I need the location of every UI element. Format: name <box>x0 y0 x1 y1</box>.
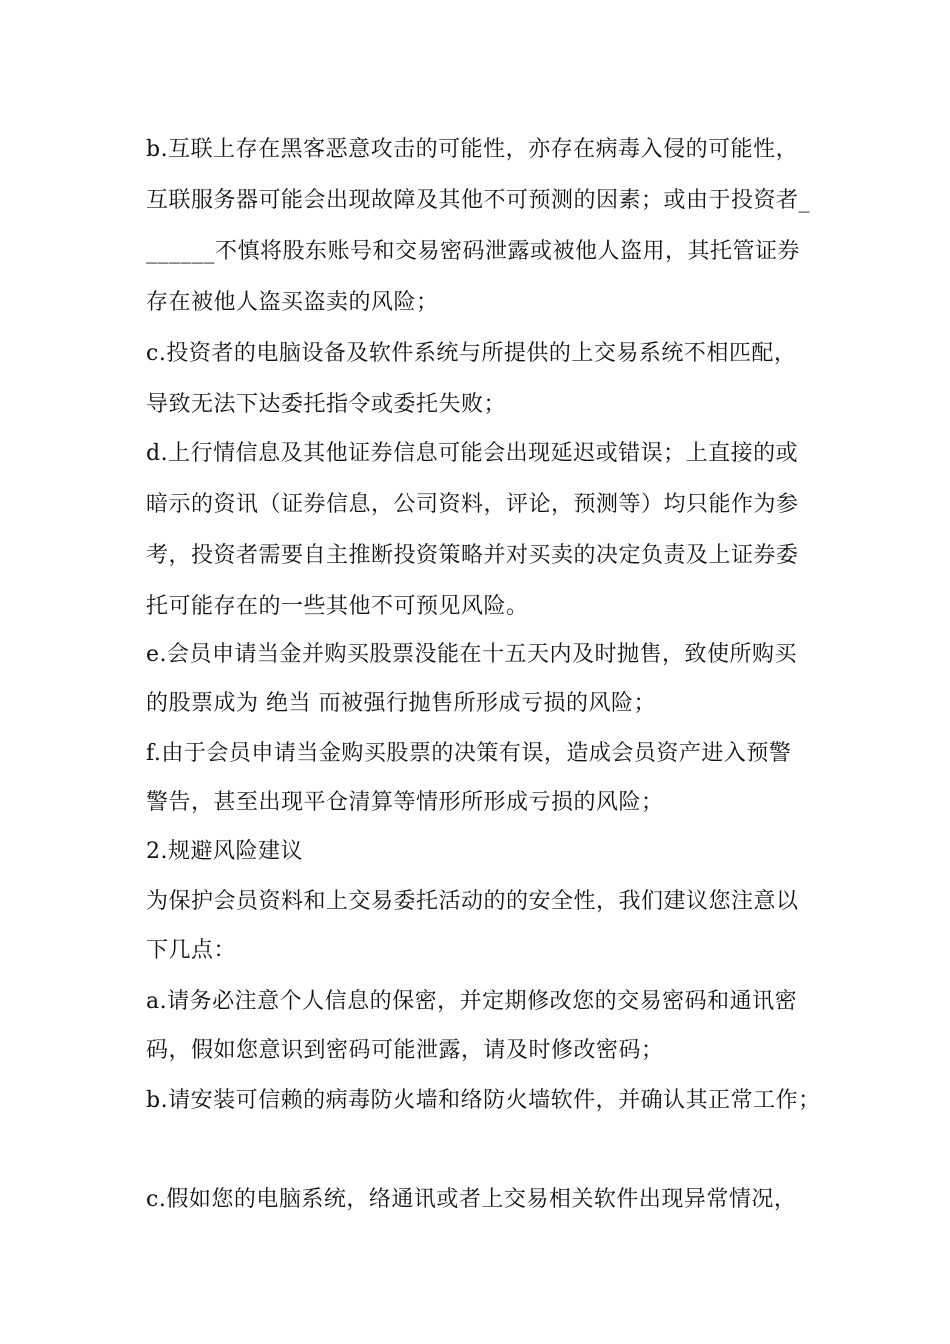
text-line: 下几点： <box>146 938 237 963</box>
text-line: d.上行情信息及其他证券信息可能会出现延迟或错误；上直接的或 <box>146 441 799 466</box>
text-line: f.由于会员申请当金购买股票的决策有误，造成会员资产进入预警 <box>146 741 792 766</box>
text-line: 暗示的资讯（证券信息，公司资料，评论，预测等）均只能作为参 <box>146 492 799 517</box>
text-line: 互联服务器可能会出现故障及其他不可预测的因素；或由于投资者_ <box>146 188 811 213</box>
text-line: 的股票成为 绝当 而被强行抛售所形成亏损的风险； <box>146 691 656 716</box>
text-line: 为保护会员资料和上交易委托活动的的安全性，我们建议您注意以 <box>146 889 799 914</box>
text-line: c.假如您的电脑系统，络通讯或者上交易相关软件出现异常情况， <box>146 1187 797 1212</box>
text-line: a.请务必注意个人信息的保密，并定期修改您的交易密码和通讯密 <box>146 989 798 1014</box>
text-line: e.会员申请当金并购买股票没能在十五天内及时抛售，致使所购买 <box>146 642 798 667</box>
text-line: 2.规避风险建议 <box>146 839 303 864</box>
text-line: 考，投资者需要自主推断投资策略并对买卖的决定负责及上证券委 <box>146 543 799 568</box>
text-line: 警告，甚至出现平仓清算等情形所形成亏损的风险； <box>146 790 664 815</box>
text-line: 码，假如您意识到密码可能泄露，请及时修改密码； <box>146 1038 664 1063</box>
text-line: ______不慎将股东账号和交易密码泄露或被他人盗用，其托管证券 <box>146 239 801 264</box>
text-line: 导致无法下达委托指令或委托失败； <box>146 392 507 417</box>
text-line: c.投资者的电脑设备及软件系统与所提供的上交易系统不相匹配， <box>146 341 797 366</box>
text-line: 存在被他人盗买盗卖的风险； <box>146 290 439 315</box>
text-line: b.互联上存在黑客恶意攻击的可能性，亦存在病毒入侵的可能性， <box>146 137 799 162</box>
text-line: 托可能存在的一些其他不可预见风险。 <box>146 594 529 619</box>
text-line: b.请安装可信赖的病毒防火墙和络防火墙软件，并确认其正常工作； <box>146 1088 821 1113</box>
